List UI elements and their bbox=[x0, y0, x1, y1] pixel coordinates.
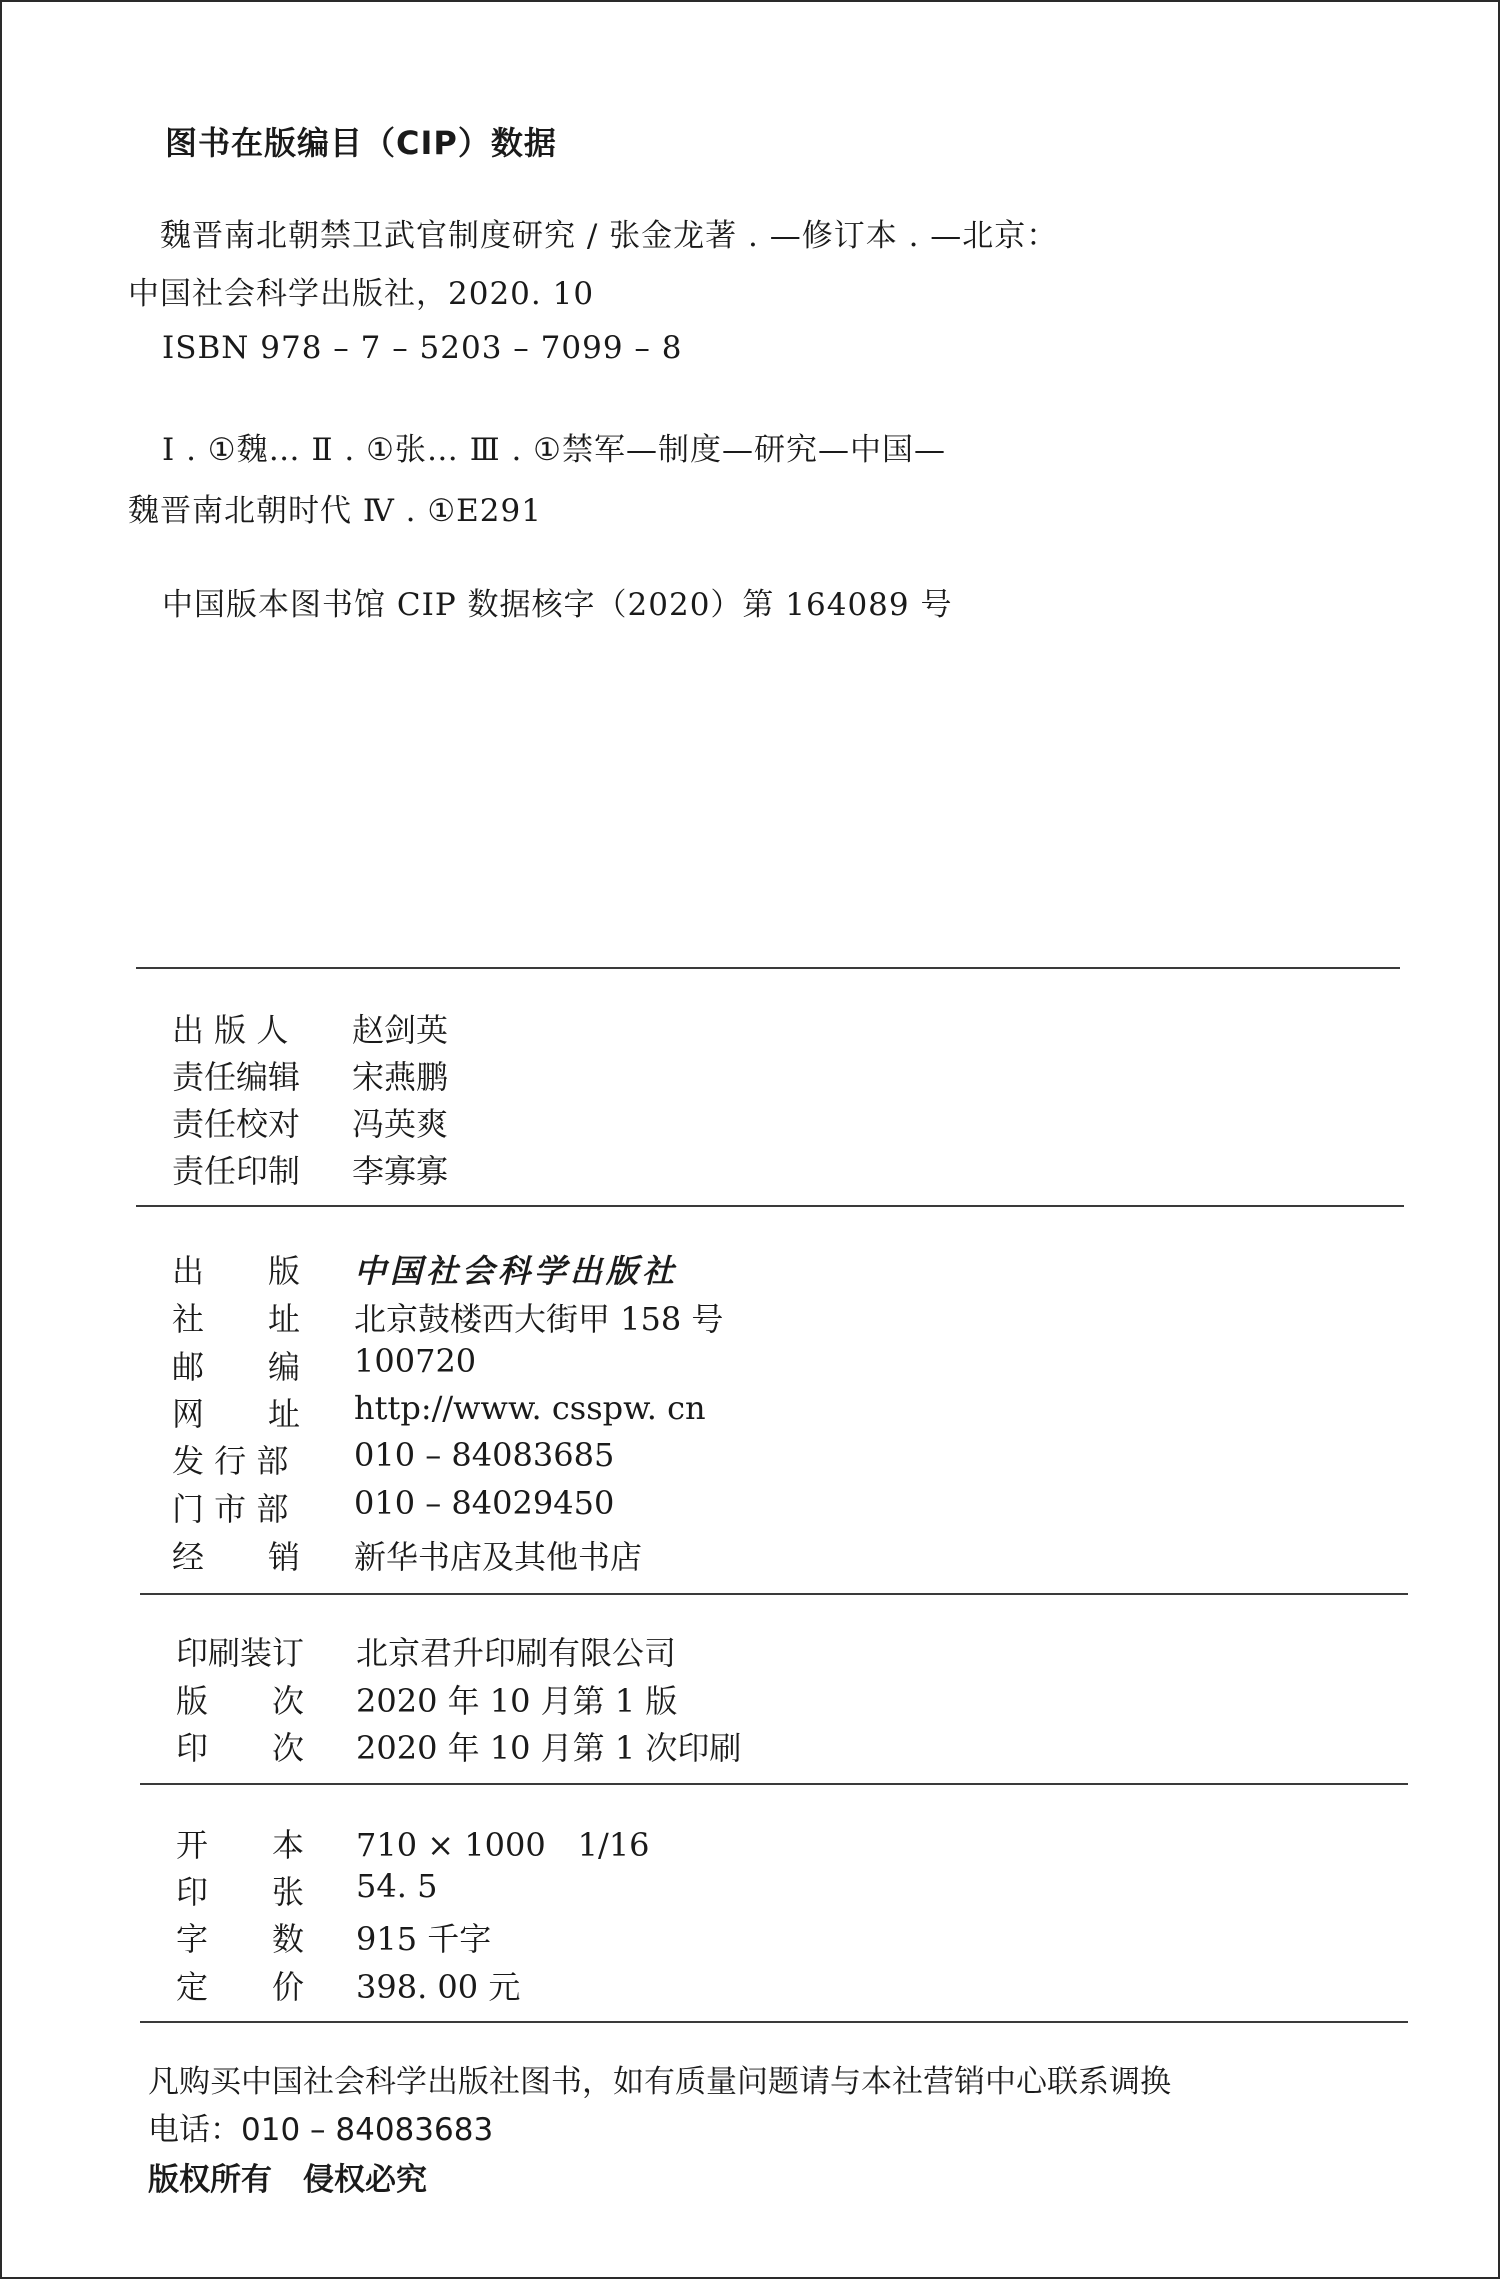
divider-1 bbox=[136, 967, 1400, 969]
publisher-brand: 中国社会科学出版社 bbox=[354, 1252, 679, 1290]
cip-heading: 图书在版编目（CIP）数据 bbox=[165, 124, 557, 162]
publisher-postcode: 100720 bbox=[354, 1342, 477, 1380]
spec-value: 54. 5 bbox=[356, 1867, 438, 1905]
footer-phone: 电话：010 – 84083683 bbox=[148, 2112, 494, 2148]
footer-rights: 版权所有 侵权必究 bbox=[148, 2162, 427, 2198]
publisher-label: 门 市 部 bbox=[172, 1490, 289, 1528]
spec-label: 印 张 bbox=[176, 1873, 305, 1911]
printing-label: 版 次 bbox=[176, 1682, 305, 1720]
divider-3 bbox=[140, 1593, 1408, 1595]
publisher-address: 北京鼓楼西大街甲 158 号 bbox=[354, 1300, 724, 1338]
publisher-label: 邮 编 bbox=[172, 1348, 301, 1386]
spec-label: 开 本 bbox=[176, 1826, 305, 1864]
divider-2 bbox=[136, 1205, 1404, 1207]
cip-publisher-line: 中国社会科学出版社，2020. 10 bbox=[128, 276, 595, 312]
spec-value: 710 × 1000 1/16 bbox=[356, 1826, 650, 1864]
spec-value: 398. 00 元 bbox=[356, 1968, 521, 2006]
printing-value: 2020 年 10 月第 1 版 bbox=[356, 1682, 678, 1720]
publisher-label: 发 行 部 bbox=[172, 1442, 289, 1480]
spec-label: 定 价 bbox=[176, 1968, 305, 2006]
spec-label: 字 数 bbox=[176, 1920, 305, 1958]
cip-classification-line: Ⅰ . ①魏… Ⅱ . ①张… Ⅲ . ①禁军—制度—研究—中国— bbox=[162, 432, 946, 468]
spec-value: 915 千字 bbox=[356, 1920, 492, 1958]
publisher-label: 网 址 bbox=[172, 1395, 301, 1433]
printing-label: 印刷装订 bbox=[176, 1634, 305, 1672]
staff-value: 李寡寡 bbox=[352, 1152, 449, 1190]
publisher-label: 出 版 bbox=[172, 1252, 301, 1290]
cip-classification-line-2: 魏晋南北朝时代 Ⅳ . ①E291 bbox=[128, 493, 542, 529]
staff-label: 责任校对 bbox=[172, 1105, 301, 1143]
staff-value: 赵剑英 bbox=[352, 1011, 449, 1049]
printing-value: 2020 年 10 月第 1 次印刷 bbox=[356, 1729, 742, 1767]
cip-isbn-line: ISBN 978 – 7 – 5203 – 7099 – 8 bbox=[162, 330, 683, 366]
printing-value: 北京君升印刷有限公司 bbox=[356, 1634, 677, 1672]
publisher-label: 经 销 bbox=[172, 1538, 301, 1576]
staff-label: 出 版 人 bbox=[172, 1011, 289, 1049]
staff-value: 宋燕鹏 bbox=[352, 1058, 449, 1096]
publisher-website: http://www. csspw. cn bbox=[354, 1389, 706, 1427]
staff-label: 责任编辑 bbox=[172, 1058, 301, 1096]
footer-notice: 凡购买中国社会科学出版社图书，如有质量问题请与本社营销中心联系调换 bbox=[148, 2064, 1171, 2100]
staff-value: 冯英爽 bbox=[352, 1105, 449, 1143]
staff-label: 责任印制 bbox=[172, 1152, 301, 1190]
divider-4 bbox=[140, 1783, 1408, 1785]
cip-title-line: 魏晋南北朝禁卫武官制度研究 / 张金龙著 . —修订本 . —北京： bbox=[160, 218, 1059, 254]
cip-record-number: 中国版本图书馆 CIP 数据核字（2020）第 164089 号 bbox=[162, 587, 953, 623]
publisher-distribution-phone: 010 – 84083685 bbox=[354, 1436, 615, 1474]
publisher-seller: 新华书店及其他书店 bbox=[354, 1538, 643, 1576]
publisher-store-phone: 010 – 84029450 bbox=[354, 1484, 615, 1522]
printing-label: 印 次 bbox=[176, 1729, 305, 1767]
publisher-label: 社 址 bbox=[172, 1300, 301, 1338]
divider-5 bbox=[140, 2021, 1408, 2023]
